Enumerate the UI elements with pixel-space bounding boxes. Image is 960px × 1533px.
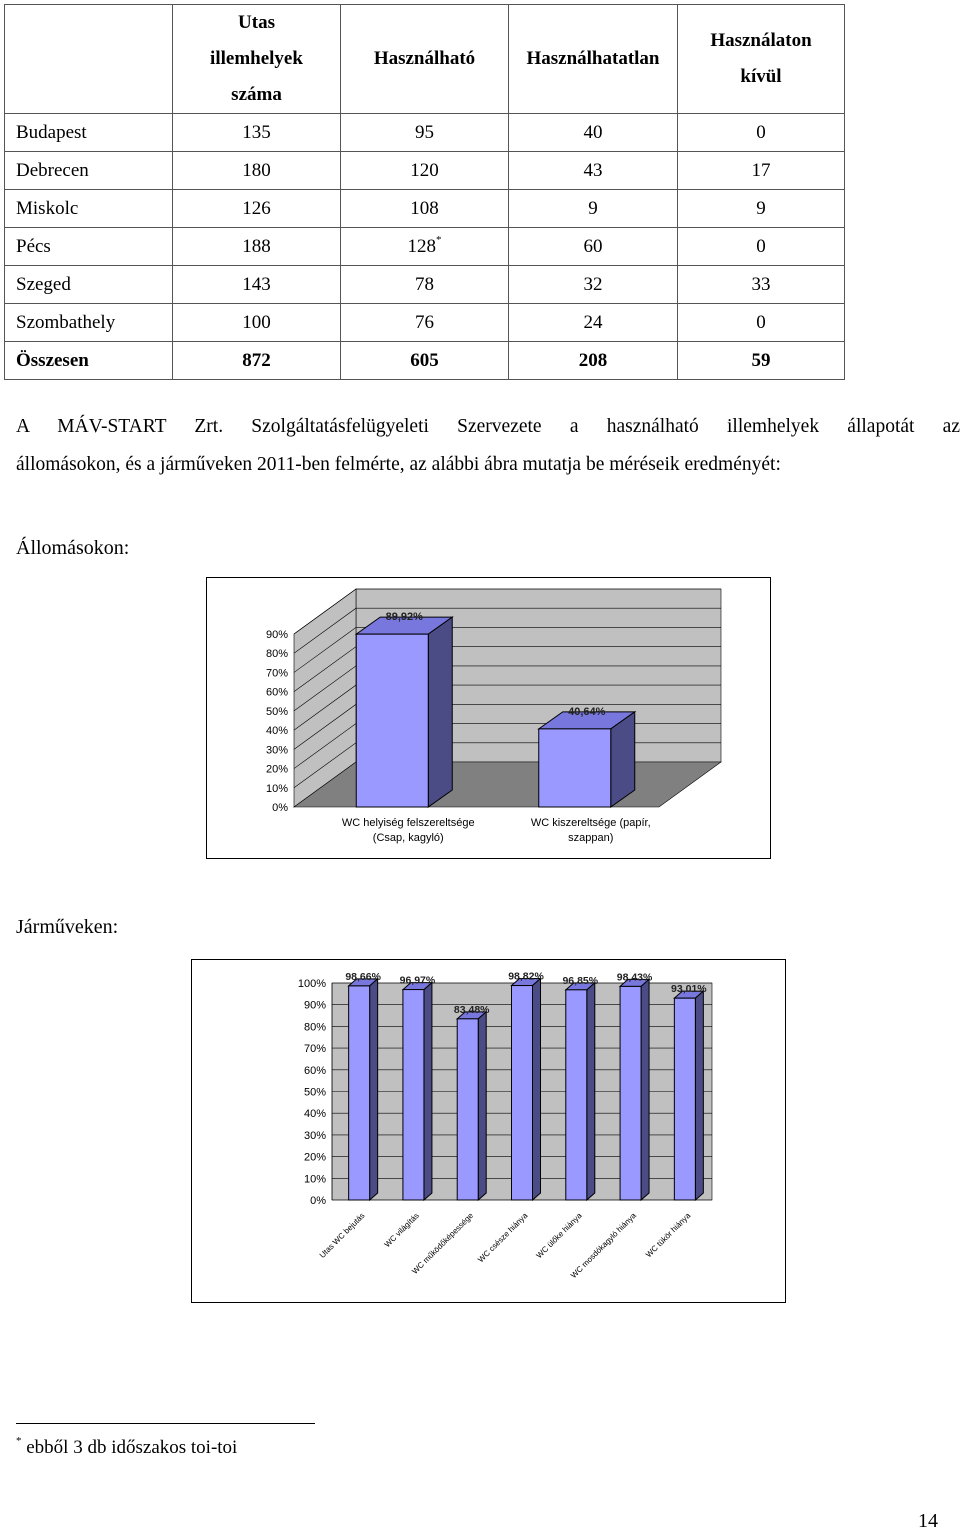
header-hasznalhatatlan — [509, 5, 678, 114]
bar-side — [428, 617, 452, 807]
cell-city: Pécs — [5, 228, 173, 266]
category-label: szappan) — [568, 832, 614, 844]
stations-chart-svg — [207, 578, 770, 858]
cell-unusable: 60 — [509, 228, 678, 266]
y-tick-label: 50% — [303, 1086, 326, 1099]
y-tick-label: 70% — [265, 667, 288, 680]
cell-usable-value: 128 — [407, 235, 436, 257]
y-tick-label: 60% — [303, 1064, 326, 1077]
category-label: WC tükör hiánya — [644, 1211, 693, 1260]
header-kivul — [678, 5, 845, 114]
bar-side — [587, 983, 595, 1200]
table-total-row — [5, 342, 845, 380]
header-hasznalhato — [341, 5, 509, 114]
bar — [539, 729, 611, 807]
category-label: WC helyiség felszereltsége — [341, 817, 475, 829]
vehicles-label: Járműveken: — [16, 916, 119, 938]
cell-unusable: 9 — [509, 190, 678, 228]
y-tick-label: 30% — [303, 1129, 326, 1142]
category-label: WC kiszereltsége (papír, — [530, 817, 651, 829]
bar — [356, 634, 428, 807]
cell-city: Miskolc — [5, 190, 173, 228]
data-label: 98,82% — [508, 970, 544, 983]
y-tick-label: 40% — [303, 1108, 326, 1121]
category-label: WC mosdókagyló hiánya — [569, 1211, 638, 1280]
stations-chart — [206, 577, 771, 859]
cell-out: 0 — [678, 304, 845, 342]
cell-city: Szeged — [5, 266, 173, 304]
toilet-count-table — [4, 4, 845, 380]
cell-out: 59 — [678, 342, 845, 380]
header-line: kívül — [740, 66, 782, 87]
table-row — [5, 152, 845, 190]
header-utas — [173, 5, 341, 114]
y-tick-label: 10% — [303, 1173, 326, 1186]
category-label: WC csésze hiánya — [476, 1211, 530, 1265]
y-tick-label: 10% — [265, 782, 288, 795]
data-label: 96,97% — [399, 974, 436, 987]
vehicles-chart-svg — [192, 960, 785, 1302]
cell-unusable: 208 — [509, 342, 678, 380]
y-tick-label: 90% — [303, 999, 326, 1012]
y-tick-label: 0% — [272, 802, 288, 814]
bar — [349, 986, 370, 1200]
table-row — [5, 228, 845, 266]
cell-city: Összesen — [5, 342, 173, 380]
footnote — [16, 1437, 237, 1459]
cell-total: 135 — [173, 114, 341, 152]
cell-usable: 120 — [341, 152, 509, 190]
cell-unusable: 43 — [509, 152, 678, 190]
header-line: Használaton — [710, 30, 812, 51]
y-tick-label: 40% — [265, 725, 288, 738]
data-label: 98,66% — [345, 970, 381, 983]
cell-total: 872 — [173, 342, 341, 380]
y-tick-label: 70% — [303, 1043, 326, 1056]
cell-out: 0 — [678, 228, 845, 266]
header-line: száma — [231, 84, 282, 105]
y-tick-label: 0% — [310, 1195, 326, 1207]
bar — [403, 990, 424, 1200]
header-empty — [5, 5, 173, 114]
category-label: Utas WC bejutás — [317, 1211, 367, 1260]
cell-unusable: 32 — [509, 266, 678, 304]
stations-label: Állomásokon: — [16, 537, 130, 559]
cell-total: 126 — [173, 190, 341, 228]
header-line: Utas — [238, 12, 275, 33]
cell-usable: 76 — [341, 304, 509, 342]
cell-usable — [341, 228, 509, 266]
category-label: (Csap, kagyló) — [372, 832, 444, 844]
cell-out: 33 — [678, 266, 845, 304]
category-label: WC működőképessége — [410, 1211, 476, 1276]
header-line: Használhatatlan — [526, 48, 660, 69]
cell-city: Budapest — [5, 114, 173, 152]
table-row — [5, 266, 845, 304]
bar — [674, 998, 695, 1200]
bar — [566, 990, 587, 1200]
cell-out: 17 — [678, 152, 845, 190]
footnote-text: ebből 3 db időszakos toi-toi — [26, 1437, 238, 1458]
cell-out: 0 — [678, 114, 845, 152]
data-label: 40,64% — [568, 705, 606, 718]
cell-usable: 605 — [341, 342, 509, 380]
footnote-mark: * — [16, 1435, 22, 1447]
bar-side — [641, 979, 649, 1200]
header-line: illemhelyek — [210, 48, 303, 69]
table-row — [5, 304, 845, 342]
cell-usable: 95 — [341, 114, 509, 152]
header-line: Használható — [373, 48, 476, 69]
y-tick-label: 60% — [265, 686, 288, 699]
vehicles-chart — [191, 959, 786, 1303]
y-tick-label: 90% — [265, 629, 288, 641]
cell-total: 180 — [173, 152, 341, 190]
y-tick-label: 20% — [303, 1151, 326, 1164]
table-row — [5, 114, 845, 152]
data-label: 83,48% — [453, 1003, 490, 1016]
bar — [512, 986, 533, 1200]
y-tick-label: 20% — [265, 763, 288, 776]
y-tick-label: 30% — [265, 744, 288, 757]
cell-total: 188 — [173, 228, 341, 266]
category-label: WC világítás — [382, 1211, 421, 1250]
y-tick-label: 50% — [265, 705, 288, 718]
table-header-row — [5, 5, 845, 114]
paragraph-line: állomásokon, és a járműveken 2011-ben felmérte, az alábbi ábra mutatja be méréseik eredményét: — [16, 454, 781, 475]
cell-unusable: 24 — [509, 304, 678, 342]
y-tick-label: 80% — [303, 1021, 326, 1034]
bar-side — [533, 979, 541, 1200]
bar-side — [478, 1012, 486, 1200]
bar — [620, 986, 641, 1200]
data-label: 89,92% — [385, 611, 423, 624]
cell-out: 9 — [678, 190, 845, 228]
footnote-mark: * — [436, 233, 442, 246]
bar — [457, 1019, 478, 1200]
data-label: 96,85% — [562, 974, 599, 987]
cell-total: 143 — [173, 266, 341, 304]
page-number: 14 — [918, 1510, 938, 1532]
cell-usable: 108 — [341, 190, 509, 228]
bar-side — [370, 979, 378, 1200]
table-row — [5, 190, 845, 228]
cell-total: 100 — [173, 304, 341, 342]
footnote-divider — [16, 1423, 315, 1424]
data-label: 98,43% — [616, 971, 653, 984]
bar-side — [424, 983, 432, 1200]
cell-city: Szombathely — [5, 304, 173, 342]
category-label: WC ülőke hiánya — [534, 1211, 584, 1261]
paragraph-line: A MÁV-START Zrt. Szolgáltatásfelügyeleti Szervezete a használható illemhelyek állapotát az — [16, 416, 960, 437]
cell-unusable: 40 — [509, 114, 678, 152]
y-tick-label: 100% — [297, 978, 326, 990]
y-tick-label: 80% — [265, 648, 288, 661]
cell-usable: 78 — [341, 266, 509, 304]
bar-side — [695, 991, 703, 1200]
data-label: 93,01% — [671, 983, 707, 996]
bar-side — [611, 712, 635, 807]
cell-city: Debrecen — [5, 152, 173, 190]
